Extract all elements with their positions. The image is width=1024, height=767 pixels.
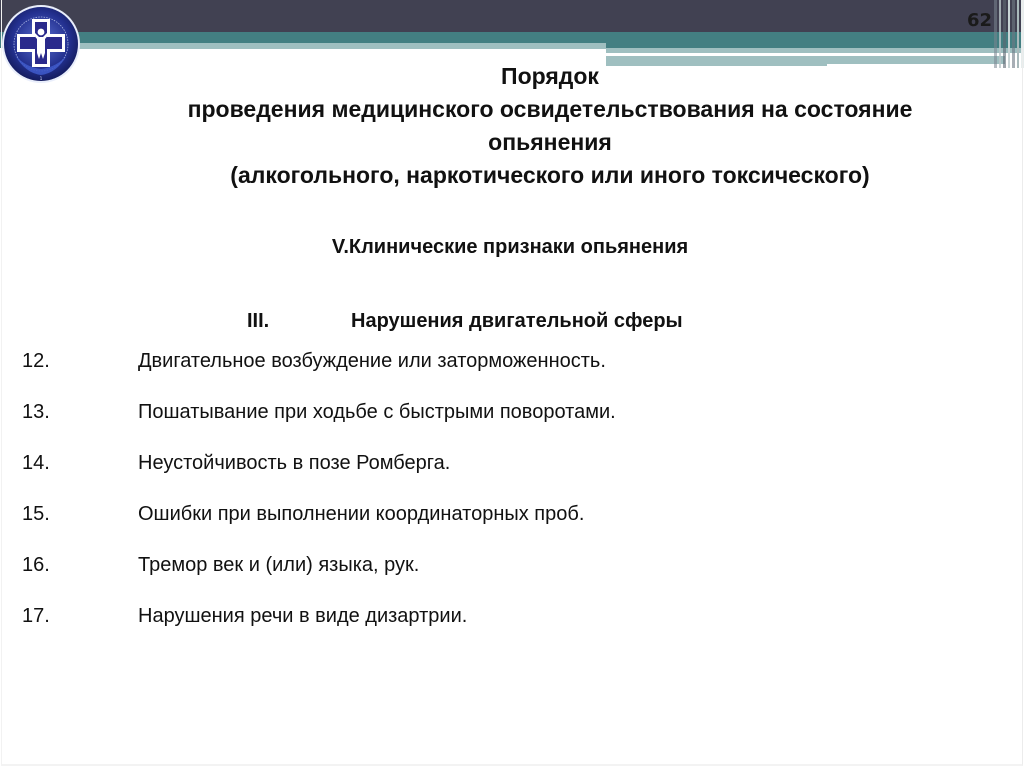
item-text: Нарушения речи в виде дизартрии. (138, 605, 468, 627)
header-light-stripe-left (75, 43, 606, 49)
title-line: Порядок (501, 63, 599, 89)
item-number: 15. (22, 503, 50, 525)
item-text: Пошатывание при ходьбе с быстрыми поворотами. (138, 401, 616, 423)
header-dark-bar (0, 0, 1024, 32)
item-number: 17. (22, 605, 50, 627)
svg-text:1: 1 (39, 76, 43, 81)
title-line: (алкогольного, наркотического или иного токсического) (230, 162, 870, 188)
item-text: Ошибки при выполнении координаторных проб. (138, 503, 585, 525)
item-number: 13. (22, 401, 50, 423)
page-number: 62 (966, 10, 992, 31)
section-heading: V.Клинические признаки опьянения (331, 236, 689, 258)
item-text: Двигательное возбуждение или заторможенность. (138, 350, 606, 372)
item-number: 14. (22, 452, 50, 474)
item-text: Неустойчивость в позе Ромберга. (138, 452, 451, 474)
item-number: 12. (22, 350, 50, 372)
title-line: опьянения (488, 129, 612, 155)
sub-heading-text: Нарушения двигательной сферы (351, 310, 683, 332)
title-line: проведения медицинского освидетельствования на состояние (187, 96, 913, 122)
item-text: Тремор век и (или) языка, рук. (138, 554, 420, 576)
slide-title (60, 60, 1024, 192)
sub-heading-number: III. (247, 310, 270, 332)
sub-heading (247, 310, 683, 333)
header-vertical-stripes (994, 0, 1024, 68)
item-number: 16. (22, 554, 50, 576)
